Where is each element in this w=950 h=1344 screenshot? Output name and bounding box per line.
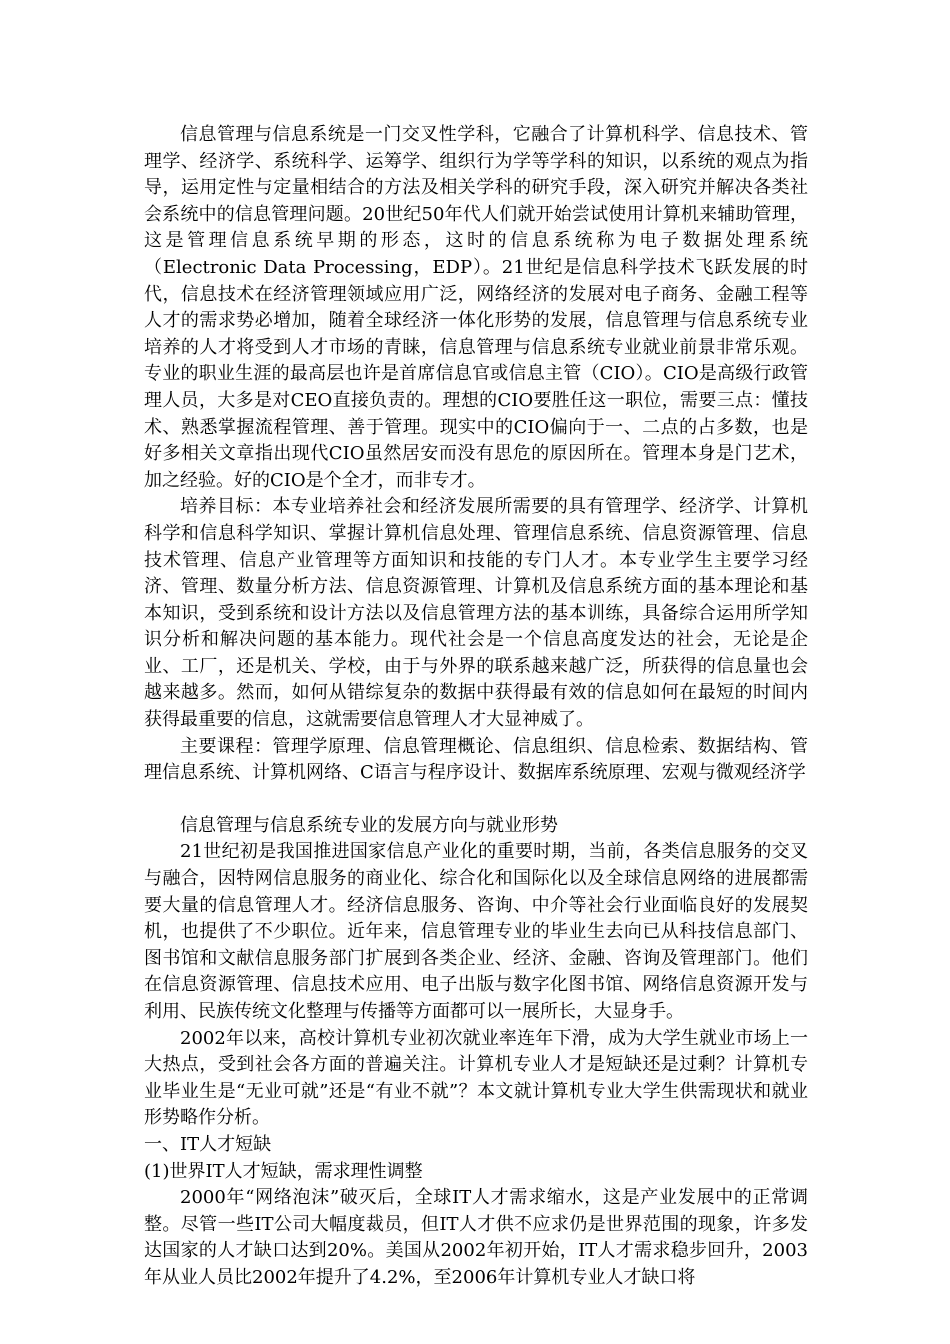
- development-paragraph: 21世纪初是我国推进国家信息产业化的重要时期，当前，各类信息服务的交叉与融合，因特网信息服务的商业化、综合化和国际化以及全球信息网络的进展都需要大量的信息管理人才。经济信息服务、咨询、中介等社会行业面临良好的发展契机，也提供了不少职位。近年来，信息管理专业的毕业生去向已从科技信息部门、图书馆和文献信息服务部门扩展到各类企业、经济、金融、咨询及管理部门。他们在信息资源管理、信息技术应用、电子出版与数字化图书馆、网络信息资源开发与利用、民族传统文化整理与传播等方面都可以一展所长，大显身手。: [144, 841, 808, 1022]
- bubble-paragraph: 2000年“网络泡沫”破灭后，全球IT人才需求缩水，这是产业发展中的正常调整。尽管一些IT公司大幅度裁员，但IT人才供不应求仍是世界范围的现象，许多发达国家的人才缺口达到20%。美国从2002年初开始，IT人才需求稳步回升，2003年从业人员比2002年提升了4.2%，至2006年计算机专业人才缺口将: [144, 1187, 808, 1288]
- intro-paragraph: 信息管理与信息系统是一门交叉性学科，它融合了计算机科学、信息技术、管理学、经济学、系统科学、运筹学、组织行为学等学科的知识，以系统的观点为指导，运用定性与定量相结合的方法及相关学科的研究手段，深入研究并解决各类社会系统中的信息管理问题。20世纪50年代人们就开始尝试使用计算机来辅助管理，这是管理信息系统早期的形态，这时的信息系统称为电子数据处理系统（Electronic Data Processing，EDP）。21世纪是信息科学技术飞跃发展的时代，信息技术在经济管理领域应用广泛，网络经济的发展对电子商务、金融工程等人才的需求势必增加，随着全球经济一体化形势的发展，信息管理与信息系统专业培养的人才将受到人才市场的青睐，信息管理与信息系统专业就业前景非常乐观。专业的职业生涯的最高层也许是首席信息官或信息主管（CIO）。CIO是高级行政管理人员，大多是对CEO直接负责的。理想的CIO要胜任这一职位，需要三点：懂技术、熟悉掌握流程管理、善于管理。现实中的CIO偏向于一、二点的占多数，也是好多相关文章指出现代CIO虽然居安而没有思危的原因所在。管理本身是门艺术，加之经验。好的CIO是个全才，而非专才。: [144, 124, 808, 491]
- employment-paragraph: 2002年以来，高校计算机专业初次就业率连年下滑，成为大学生就业市场上一大热点，受到社会各方面的普遍关注。计算机专业人才是短缺还是过剩？计算机专业毕业生是“无业可就”还是“有业不就”？本文就计算机专业大学生供需现状和就业形势略作分析。: [144, 1027, 808, 1129]
- main-courses-paragraph: 主要课程：管理学原理、信息管理概论、信息组织、信息检索、数据结构、管理信息系统、计算机网络、C语言与程序设计、数据库系统原理、宏观与微观经济学: [144, 735, 808, 784]
- document-page: [144, 122, 808, 1292]
- section-title: 信息管理与信息系统专业的发展方向与就业形势: [180, 814, 558, 836]
- blank-line: [144, 787, 808, 813]
- subheading-world-it-shortage: (1)世界IT人才短缺，需求理性调整: [144, 1160, 423, 1182]
- training-goal-paragraph: 培养目标：本专业培养社会和经济发展所需要的具有管理学、经济学、计算机科学和信息科学知识、掌握计算机信息处理、管理信息系统、信息资源管理、信息技术管理、信息产业管理等方面知识和技能的专门人才。本专业学生主要学习经济、管理、数量分析方法、信息资源管理、计算机及信息系统方面的基本理论和基本知识，受到系统和设计方法以及信息管理方法的基本训练，具备综合运用所学知识分析和解决问题的基本能力。现代社会是一个信息高度发达的社会，无论是企业、工厂，还是机关、学校，由于与外界的联系越来越广泛，所获得的信息量也会越来越多。然而，如何从错综复杂的数据中获得最有效的信息如何在最短的时间内获得最重要的信息，这就需要信息管理人才大显神威了。: [144, 496, 808, 731]
- heading-it-shortage: 一、IT人才短缺: [144, 1133, 272, 1155]
